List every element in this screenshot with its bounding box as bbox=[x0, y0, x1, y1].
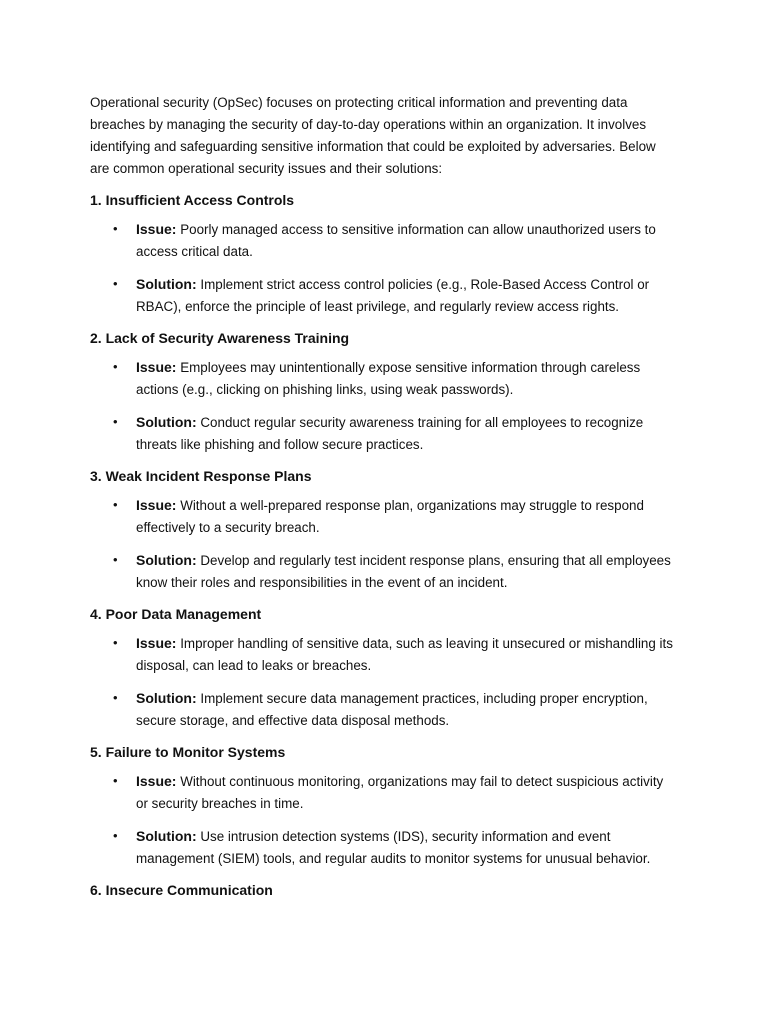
list-item bbox=[90, 825, 678, 870]
section-heading: 6. Insecure Communication bbox=[90, 882, 273, 898]
item-text: Improper handling of sensitive data, such as leaving it unsecured or mishandling its disposal, can lead to leaks or breaches. bbox=[136, 636, 673, 673]
item-text: Without a well-prepared response plan, organizations may struggle to respond effectively to a security breach. bbox=[136, 498, 644, 535]
item-text: Implement secure data management practices, including proper encryption, secure storage, and effective data disposal methods. bbox=[136, 691, 648, 728]
bullet-icon: • bbox=[113, 552, 118, 567]
item-label: Solution: bbox=[136, 828, 197, 844]
section-heading: 1. Insufficient Access Controls bbox=[90, 192, 295, 208]
item-text: Without continuous monitoring, organizations may fail to detect suspicious activity or security breaches in time. bbox=[136, 774, 664, 811]
item-text: Conduct regular security awareness training for all employees to recognize threats like phishing and follow secure practices. bbox=[136, 415, 644, 452]
list-item bbox=[90, 770, 678, 815]
list-item bbox=[90, 632, 678, 677]
section-heading: 4. Poor Data Management bbox=[90, 606, 262, 622]
bullet-list bbox=[90, 356, 678, 456]
list-item bbox=[90, 549, 678, 594]
item-label: Solution: bbox=[136, 690, 197, 706]
item-label: Solution: bbox=[136, 276, 197, 292]
list-item bbox=[90, 218, 678, 263]
item-label: Issue: bbox=[136, 497, 177, 513]
item-label: Issue: bbox=[136, 221, 177, 237]
bullet-icon: • bbox=[113, 828, 118, 843]
sections-container bbox=[90, 190, 678, 900]
item-text: Develop and regularly test incident response plans, ensuring that all employees know their roles and responsibilities in the event of an incident. bbox=[136, 553, 671, 590]
list-item bbox=[90, 411, 678, 456]
bullet-icon: • bbox=[113, 359, 118, 374]
list-item bbox=[90, 273, 678, 318]
item-text: Use intrusion detection systems (IDS), security information and event management (SIEM) tools, and regular audits to monitor systems for unusual behavior. bbox=[136, 829, 651, 866]
bullet-icon: • bbox=[113, 690, 118, 705]
item-label: Solution: bbox=[136, 414, 197, 430]
list-item bbox=[90, 687, 678, 732]
bullet-list bbox=[90, 770, 678, 870]
section-heading: 3. Weak Incident Response Plans bbox=[90, 468, 312, 484]
item-text: Implement strict access control policies (e.g., Role-Based Access Control or RBAC), enforce the principle of least privilege, and regularly review access rights. bbox=[136, 277, 650, 314]
item-label: Issue: bbox=[136, 773, 177, 789]
item-label: Issue: bbox=[136, 635, 177, 651]
bullet-icon: • bbox=[113, 276, 118, 291]
bullet-icon: • bbox=[113, 773, 118, 788]
bullet-list bbox=[90, 494, 678, 594]
item-text: Poorly managed access to sensitive information can allow unauthorized users to access critical data. bbox=[136, 222, 656, 259]
section-heading: 5. Failure to Monitor Systems bbox=[90, 744, 286, 760]
bullet-list bbox=[90, 218, 678, 318]
item-label: Issue: bbox=[136, 359, 177, 375]
intro-paragraph: Operational security (OpSec) focuses on protecting critical information and preventing data breaches by managing the security of day-to-day operations within an organization. It involves identifying and safeguarding sensitive information that could be exploited by adversaries. Below are common operational security issues and their solutions: bbox=[90, 95, 656, 176]
list-item bbox=[90, 356, 678, 401]
bullet-icon: • bbox=[113, 635, 118, 650]
item-text: Employees may unintentionally expose sensitive information through careless actions (e.g., clicking on phishing links, using weak passwords). bbox=[136, 360, 641, 397]
bullet-icon: • bbox=[113, 221, 118, 236]
item-label: Solution: bbox=[136, 552, 197, 568]
section-heading: 2. Lack of Security Awareness Training bbox=[90, 330, 350, 346]
bullet-list bbox=[90, 632, 678, 732]
bullet-icon: • bbox=[113, 497, 118, 512]
bullet-icon: • bbox=[113, 414, 118, 429]
list-item bbox=[90, 494, 678, 539]
